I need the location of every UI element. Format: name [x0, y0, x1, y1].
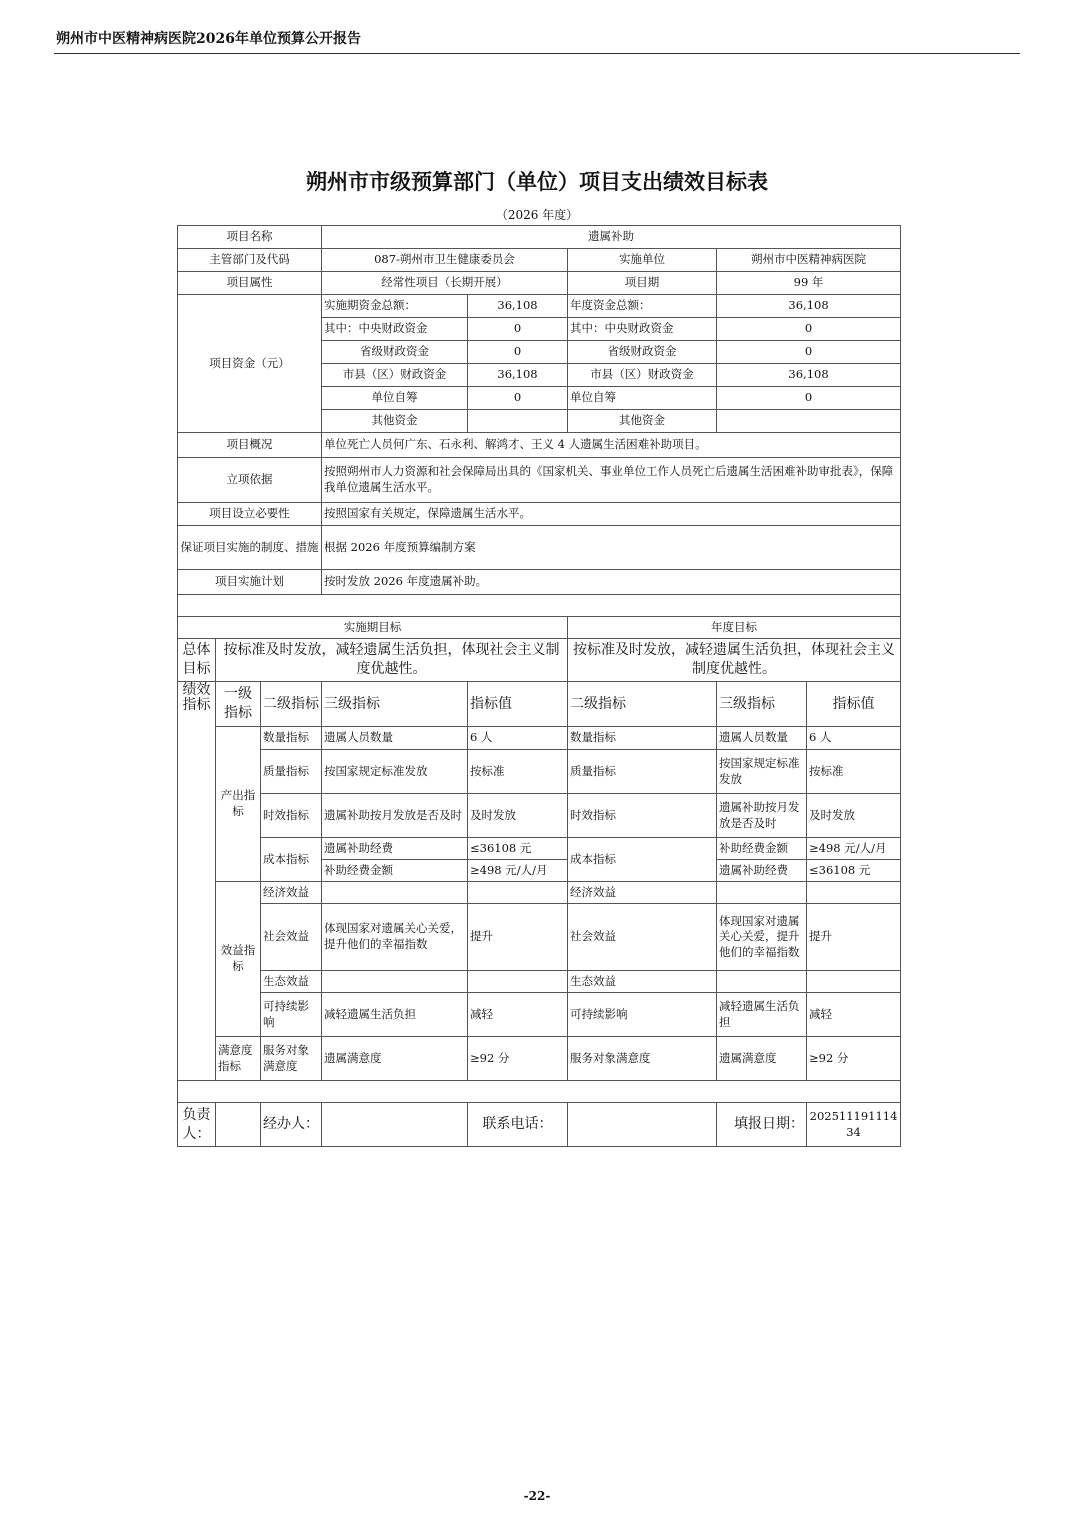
indicator-row [178, 1037, 901, 1081]
project-name-value: 遗属补助 [322, 226, 901, 249]
level2-cell: 服务对象满意度 [261, 1037, 322, 1081]
value-cell: 减轻 [468, 993, 568, 1037]
level3-cell: 减轻遗属生活负担 [322, 993, 468, 1037]
header-level2: 二级指标 [261, 682, 322, 727]
funds-annual-other-value [717, 410, 901, 433]
plan-label: 项目实施计划 [178, 570, 322, 595]
annual-value-cell [807, 882, 901, 904]
attr-value: 经常性项目（长期开展） [322, 272, 568, 295]
dept-label: 主管部门及代码 [178, 249, 322, 272]
funds-impl-total-value: 36,108 [468, 295, 568, 318]
row-dept [178, 249, 901, 272]
row-goal-headers [178, 617, 901, 639]
handler-label: 经办人： [261, 1103, 322, 1147]
funds-impl-total-label: 实施期资金总额： [322, 295, 468, 318]
funds-annual-self-value: 0 [717, 387, 901, 410]
level3-cell: 遗属人员数量 [322, 727, 468, 750]
funds-annual-total-value: 36,108 [717, 295, 901, 318]
annual-level3-cell [717, 971, 807, 993]
necessity-label: 项目设立必要性 [178, 503, 322, 526]
indicator-row [178, 993, 901, 1037]
plan-text: 按时发放 2026 年度遗属补助。 [322, 570, 901, 595]
leader-label: 负责人： [178, 1103, 216, 1147]
level2-cell: 可持续影响 [261, 993, 322, 1037]
category-satisfaction: 满意度指标 [216, 1037, 261, 1081]
annual-level3-cell: 遗属满意度 [717, 1037, 807, 1081]
header-annual-level2: 二级指标 [568, 682, 717, 727]
indicator-row [178, 882, 901, 904]
impl-goal-header: 实施期目标 [178, 617, 568, 639]
measures-text: 根据 2026 年度预算编制方案 [322, 526, 901, 570]
annual-goal-header: 年度目标 [568, 617, 901, 639]
row-footer [178, 1103, 901, 1147]
funds-annual-central-value: 0 [717, 318, 901, 341]
funds-city-value: 36,108 [468, 364, 568, 387]
level3-cell: 补助经费金额 [322, 860, 468, 882]
annual-value-cell: ≥498 元/人/月 [807, 838, 901, 860]
handler-value [322, 1103, 468, 1147]
impl-goal-text: 按标准及时发放，减轻遗属生活负担，体现社会主义制度优越性。 [216, 639, 568, 682]
row-basis [178, 458, 901, 503]
value-cell: 提升 [468, 904, 568, 971]
level3-cell: 遗属满意度 [322, 1037, 468, 1081]
row-overall-goal [178, 639, 901, 682]
funds-annual-city-value: 36,108 [717, 364, 901, 387]
funds-annual-city-label: 市县（区）财政资金 [568, 364, 717, 387]
annual-value-cell: ≤36108 元 [807, 860, 901, 882]
annual-level3-cell: 按国家规定标准发放 [717, 750, 807, 794]
row-indicator-headers [178, 682, 901, 727]
annual-goal-text: 按标准及时发放，减轻遗属生活负担，体现社会主义制度优越性。 [568, 639, 901, 682]
phone-label: 联系电话： [468, 1103, 568, 1147]
row-project-name [178, 226, 901, 249]
annual-value-cell: 提升 [807, 904, 901, 971]
header-rule [54, 53, 1020, 54]
funds-central-value: 0 [468, 318, 568, 341]
level3-cell: 遗属补助按月发放是否及时 [322, 794, 468, 838]
dept-value: 087-朔州市卫生健康委员会 [322, 249, 568, 272]
value-cell: ≤36108 元 [468, 838, 568, 860]
funds-annual-total-label: 年度资金总额： [568, 295, 717, 318]
date-label: 填报日期： [717, 1103, 807, 1147]
leader-value [216, 1103, 261, 1147]
value-cell [468, 882, 568, 904]
funds-city-label: 市县（区）财政资金 [322, 364, 468, 387]
impl-unit-value: 朔州市中医精神病医院 [717, 249, 901, 272]
annual-level3-cell: 体现国家对遗属关心关爱，提升他们的幸福指数 [717, 904, 807, 971]
necessity-text: 按照国家有关规定，保障遗属生活水平。 [322, 503, 901, 526]
indicator-row [178, 971, 901, 993]
annual-level2-cell: 成本指标 [568, 838, 717, 882]
level2-cell: 时效指标 [261, 794, 322, 838]
indicator-row [178, 727, 901, 750]
overall-goal-label: 总体目标 [178, 639, 216, 682]
indicator-row [178, 794, 901, 838]
annual-level2-cell: 生态效益 [568, 971, 717, 993]
overview-text: 单位死亡人员何广东、石永利、解鸿才、王义 4 人遗属生活困难补助项目。 [322, 433, 901, 458]
impl-unit-label: 实施单位 [568, 249, 717, 272]
indicator-row [178, 838, 901, 860]
funds-province-value: 0 [468, 341, 568, 364]
annual-level2-cell: 可持续影响 [568, 993, 717, 1037]
row-plan [178, 570, 901, 595]
annual-level2-cell: 质量指标 [568, 750, 717, 794]
page-number: -22- [523, 1489, 551, 1503]
project-name-label: 项目名称 [178, 226, 322, 249]
annual-level2-cell: 社会效益 [568, 904, 717, 971]
funds-other-label: 其他资金 [322, 410, 468, 433]
page-title: 朔州市市级预算部门（单位）项目支出绩效目标表 [306, 170, 768, 194]
value-cell: 按标准 [468, 750, 568, 794]
level3-cell: 体现国家对遗属关心关爱，提升他们的幸福指数 [322, 904, 468, 971]
row-attr [178, 272, 901, 295]
period-label: 项目期 [568, 272, 717, 295]
level2-cell: 社会效益 [261, 904, 322, 971]
annual-level3-cell [717, 882, 807, 904]
blank-row [178, 595, 901, 617]
measures-label: 保证项目实施的制度、措施 [178, 526, 322, 570]
header-annual-level3: 三级指标 [717, 682, 807, 727]
funds-annual-other-label: 其他资金 [568, 410, 717, 433]
performance-table [177, 225, 901, 1147]
value-cell: 及时发放 [468, 794, 568, 838]
indicators-label: 绩效指标 [178, 682, 216, 1081]
level3-cell: 遗属补助经费 [322, 838, 468, 860]
level2-cell: 生态效益 [261, 971, 322, 993]
funds-central-label: 其中：中央财政资金 [322, 318, 468, 341]
category-benefit: 效益指标 [216, 882, 261, 1037]
annual-level2-cell: 时效指标 [568, 794, 717, 838]
funds-row [178, 295, 901, 318]
annual-value-cell: 按标准 [807, 750, 901, 794]
funds-annual-province-value: 0 [717, 341, 901, 364]
level3-cell [322, 882, 468, 904]
blank-cell [178, 1081, 901, 1103]
attr-label: 项目属性 [178, 272, 322, 295]
annual-value-cell: 6 人 [807, 727, 901, 750]
annual-level3-cell: 补助经费金额 [717, 838, 807, 860]
annual-level3-cell: 遗属人员数量 [717, 727, 807, 750]
annual-value-cell: 减轻 [807, 993, 901, 1037]
funds-other-value [468, 410, 568, 433]
level2-cell: 成本指标 [261, 838, 322, 882]
annual-level2-cell: 服务对象满意度 [568, 1037, 717, 1081]
blank-cell [178, 595, 901, 617]
phone-value [568, 1103, 717, 1147]
indicator-row [178, 750, 901, 794]
annual-level3-cell: 遗属补助按月发放是否及时 [717, 794, 807, 838]
overview-label: 项目概况 [178, 433, 322, 458]
basis-label: 立项依据 [178, 458, 322, 503]
indicator-row [178, 904, 901, 971]
annual-value-cell [807, 971, 901, 993]
annual-level3-cell: 遗属补助经费 [717, 860, 807, 882]
header-level3: 三级指标 [322, 682, 468, 727]
funds-province-label: 省级财政资金 [322, 341, 468, 364]
level3-cell [322, 971, 468, 993]
level2-cell: 经济效益 [261, 882, 322, 904]
funds-annual-central-label: 其中：中央财政资金 [568, 318, 717, 341]
report-header: 朔州市中医精神病医院2026年单位预算公开报告 [56, 31, 361, 47]
value-cell: ≥498 元/人/月 [468, 860, 568, 882]
date-value: 20251119111434 [807, 1103, 901, 1147]
value-cell: ≥92 分 [468, 1037, 568, 1081]
annual-level2-cell: 数量指标 [568, 727, 717, 750]
annual-value-cell: ≥92 分 [807, 1037, 901, 1081]
level2-cell: 数量指标 [261, 727, 322, 750]
annual-level2-cell: 经济效益 [568, 882, 717, 904]
funds-self-label: 单位自筹 [322, 387, 468, 410]
level2-cell: 质量指标 [261, 750, 322, 794]
level3-cell: 按国家规定标准发放 [322, 750, 468, 794]
header-annual-value: 指标值 [807, 682, 901, 727]
value-cell: 6 人 [468, 727, 568, 750]
row-necessity [178, 503, 901, 526]
funds-label: 项目资金（元） [178, 295, 322, 433]
header-level1: 一级指标 [216, 682, 261, 727]
row-overview [178, 433, 901, 458]
annual-level3-cell: 减轻遗属生活负担 [717, 993, 807, 1037]
basis-text: 按照朔州市人力资源和社会保障局出具的《国家机关、事业单位工作人员死亡后遗属生活困难补助审批表》，保障我单位遗属生活水平。 [322, 458, 901, 503]
header-value: 指标值 [468, 682, 568, 727]
fiscal-year: （2026 年度） [495, 208, 579, 222]
value-cell [468, 971, 568, 993]
category-output: 产出指标 [216, 727, 261, 882]
funds-annual-province-label: 省级财政资金 [568, 341, 717, 364]
blank-row [178, 1081, 901, 1103]
period-value: 99 年 [717, 272, 901, 295]
row-measures [178, 526, 901, 570]
funds-annual-self-label: 单位自筹 [568, 387, 717, 410]
funds-self-value: 0 [468, 387, 568, 410]
annual-value-cell: 及时发放 [807, 794, 901, 838]
